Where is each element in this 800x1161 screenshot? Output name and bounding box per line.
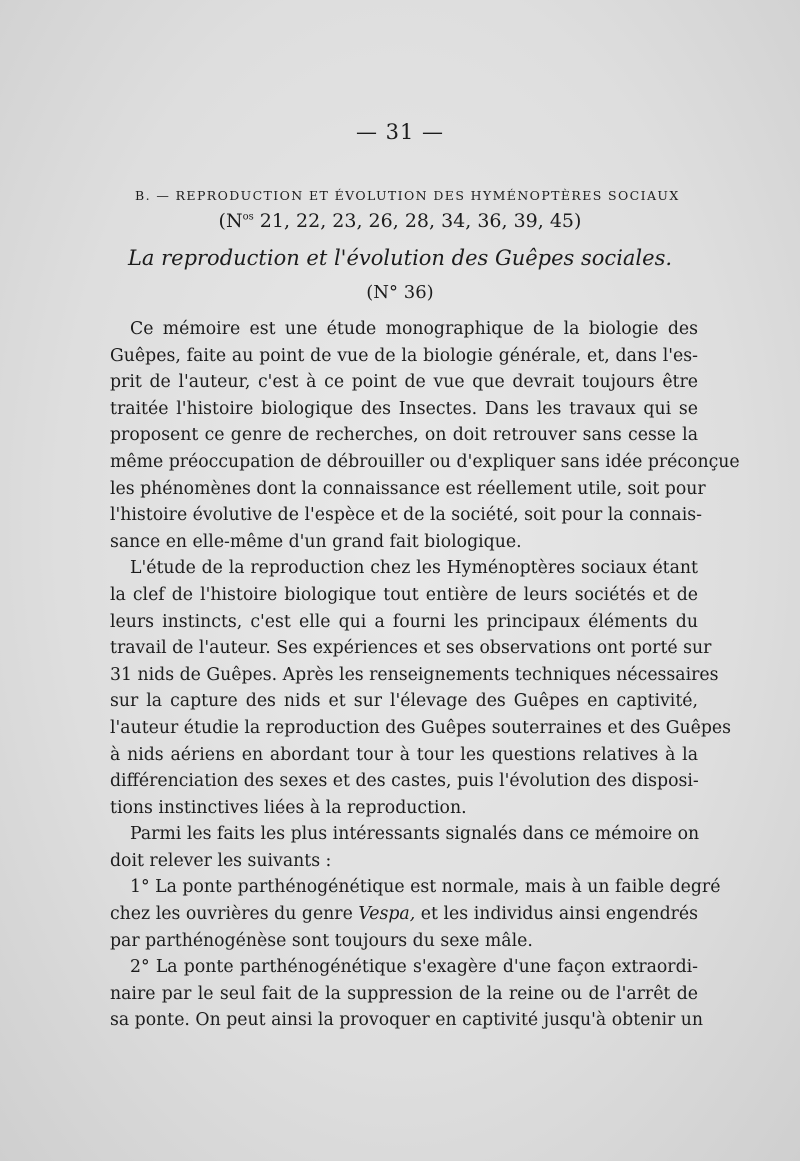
paragraph-2: [110, 555, 732, 821]
text-line: Guêpes, faite au point de vue de la biologie générale, et, dans l'es-: [110, 345, 698, 366]
page-number: — 31 —: [355, 120, 445, 144]
genus-name: Vespa,: [358, 904, 416, 925]
text-line: traitée l'histoire biologique des Insectes. Dans les travaux qui se: [110, 398, 698, 419]
text-line: l'histoire évolutive de l'espèce et de la société, soit pour la connais-: [110, 505, 702, 526]
refs-superscript: os: [242, 211, 254, 223]
text-line: proposent ce genre de recherches, on doit retrouver sans cesse la: [110, 425, 698, 446]
memoir-number: (N° 36): [366, 282, 434, 303]
text-segment: chez les ouvrières du genre: [110, 904, 359, 925]
text-line: leurs instincts, c'est elle qui a fourni les principaux éléments du: [110, 611, 698, 632]
text-line: sance en elle-même d'un grand fait biologique.: [110, 531, 522, 552]
text-line: à nids aériens en abordant tour à tour les questions relatives à la: [110, 744, 698, 765]
text-line: l'auteur étudie la reproduction des Guêpes souterraines et des Guêpes: [110, 717, 732, 738]
text-line: [110, 901, 698, 928]
body-text: [110, 316, 740, 1034]
section-heading: B. — REPRODUCTION ET ÉVOLUTION DES HYMÉNOPTÈRES SOCIAUX: [135, 188, 680, 203]
refs-prefix: (N: [218, 210, 243, 232]
text-line: Ce mémoire est une étude monographique de la biologie des: [130, 319, 698, 339]
text-line: doit relever les suivants :: [110, 850, 332, 871]
text-line: travail de l'auteur. Ses expériences et ses observations ont porté sur: [110, 638, 712, 659]
text-line: même préoccupation de débrouiller ou d'expliquer sans idée préconçue: [110, 451, 740, 472]
text-line: Parmi les faits les plus intéressants signalés dans ce mémoire on: [130, 824, 700, 845]
paragraph-5: [110, 954, 704, 1034]
text-line: par parthénogénèse sont toujours du sexe mâle.: [110, 930, 533, 951]
paragraph-3: [110, 821, 698, 874]
text-line: différenciation des sexes et des castes, puis l'évolution des disposi-: [110, 771, 699, 792]
text-line: sa ponte. On peut ainsi la provoquer en captivité jusqu'à obtenir un: [110, 1010, 704, 1031]
text-line: naire par le seul fait de la suppression de la reine ou de l'arrêt de: [110, 983, 698, 1004]
paragraph-1: [110, 316, 740, 555]
text-line: prit de l'auteur, c'est à ce point de vue que devrait toujours être: [110, 372, 698, 393]
text-line: tions instinctives liées à la reproduction.: [110, 797, 467, 818]
reference-numbers: [0, 210, 800, 232]
text-line: sur la capture des nids et sur l'élevage des Guêpes en captivité,: [110, 691, 698, 712]
refs-list: 21, 22, 23, 26, 28, 34, 36, 39, 45): [253, 210, 582, 232]
memoir-title: La reproduction et l'évolution des Guêpes sociales.: [127, 246, 673, 270]
text-line: 31 nids de Guêpes. Après les renseignements techniques nécessaires: [110, 664, 719, 685]
text-line: la clef de l'histoire biologique tout entière de leurs sociétés et de: [110, 584, 698, 605]
text-line: les phénomènes dont la connaissance est réellement utile, soit pour: [110, 478, 706, 499]
text-line: 1° La ponte parthénogénétique est normale, mais à un faible degré: [130, 877, 721, 898]
text-line: 2° La ponte parthénogénétique s'exagère d'une façon extraordi-: [130, 957, 698, 978]
paragraph-4: [110, 874, 721, 954]
text-segment: et les individus ainsi engendrés: [415, 904, 698, 925]
text-line: L'étude de la reproduction chez les Hyménoptères sociaux étant: [130, 558, 698, 579]
